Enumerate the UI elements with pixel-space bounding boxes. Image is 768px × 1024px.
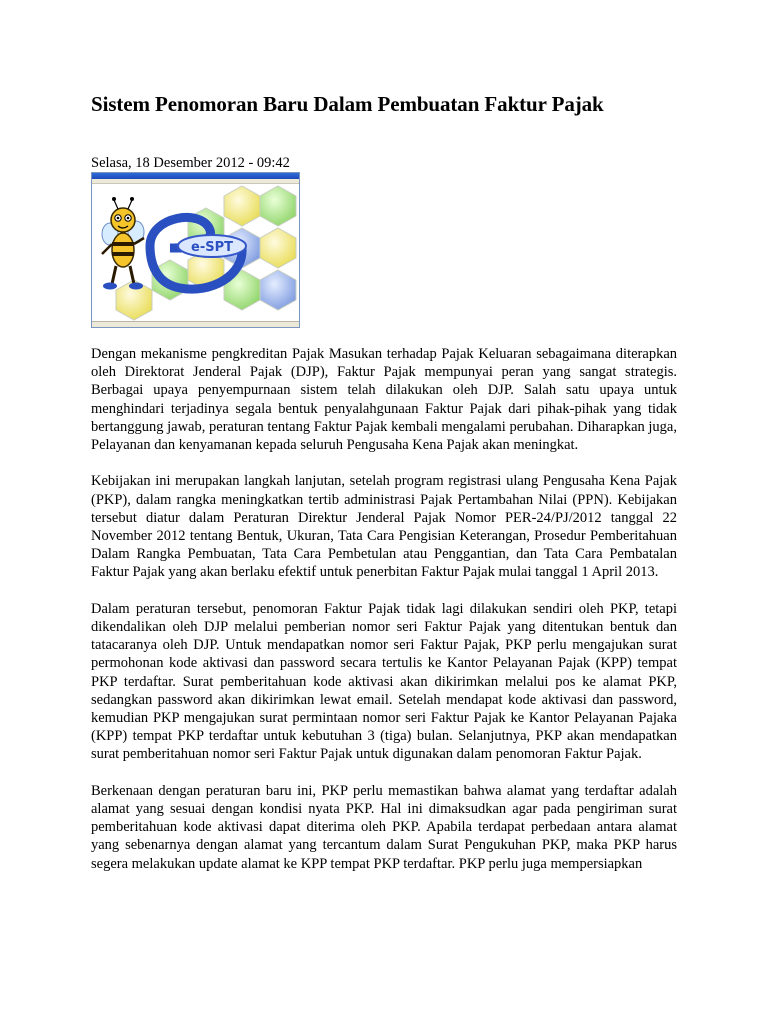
article-dateline: Selasa, 18 Desember 2012 - 09:42 [91,155,290,171]
article-body [91,345,677,891]
article-paragraph: Berkenaan dengan peraturan baru ini, PKP perlu memastikan bahwa alamat yang terdaftar adalah alamat yang sesuai dengan kondisi nyata PKP. Hal ini dimaksudkan agar pada pengiriman surat pemberitahuan kode aktivasi dapat diterima oleh PKP. Apabila terdapat perbedaan antara alamat yang sebenarnya dengan alamat yang tercantum dalam Surat Pengukuhan PKP, maka PKP harus segera melakukan update alamat ke KPP tempat PKP terdaftar. PKP perlu juga mempersiapkan [91,782,677,872]
espt-logo-text: e-SPT [191,240,233,255]
article-paragraph: Dalam peraturan tersebut, penomoran Faktur Pajak tidak lagi dilakukan sendiri oleh PKP, tetapi dikendalikan oleh DJP melalui pemberian nomor seri Faktur Pajak yang ditentukan bentuk dan tatacaranya oleh DJP. Untuk mendapatkan nomor seri Faktur Pajak, PKP perlu mengajukan surat permohonan kode aktivasi dan password secara tertulis ke Kantor Pelayanan Pajak (KPP) tempat PKP terdaftar. Surat pemberitahuan kode aktivasi akan dikirimkan melalui pos ke alamat PKP, sedangkan password akan dikirimkan lewat email. Setelah mendapat kode aktivasi dan password, kemudian PKP mengajukan surat permintaan nomor seri Faktur Pajak ke Kantor Pelayanan Pajaka (KPP) tempat PKP terdaftar untuk kebutuhan 3 (tiga) bulan. Selanjutnya, PKP akan mendapatkan surat pemberitahuan nomor seri Faktur Pajak untuk digunakan dalam penomoran Faktur Pajak. [91,600,677,763]
window-statusbar [92,321,299,327]
article-paragraph: Kebijakan ini merupakan langkah lanjutan, setelah program registrasi ulang Pengusaha Kena Pajak (PKP), dalam rangka meningkatkan tertib administrasi Pajak Pertambahan Nilai (PPN). Kebijakan tersebut diatur dalam Peraturan Direktur Jenderal Pajak Nomor PER-24/PJ/2012 tanggal 22 November 2012 tentang Bentuk, Ukuran, Tata Cara Pengisian Keterangan, Prosedur Pemberitahuan Dalam Rangka Pembuatan, Tata Cara Pembetulan atau Penggantian, dan Tata Cara Pembatalan Faktur Pajak yang akan berlaku efektif untuk penerbitan Faktur Pajak mulai tanggal 1 April 2013. [91,473,677,581]
article-title: Sistem Penomoran Baru Dalam Pembuatan Faktur Pajak [91,92,604,116]
article-paragraph: Dengan mekanisme pengkreditan Pajak Masukan terhadap Pajak Keluaran sebagaimana diterapkan oleh Direktorat Jenderal Pajak (DJP), Faktur Pajak mempunyai peran yang sangat strategis. Berbagai upaya penyempurnaan sistem telah dilakukan oleh DJP. Salah satu upaya untuk menghindari terjadinya segala bentuk penyalahgunaan Faktur Pajak dari pihak-pihak yang tidak bertanggung jawab, peraturan tentang Faktur Pajak kembali mengalami perubahan. Diharapkan juga, Pelayanan dan kenyamanan kepada seluruh Pengusaha Kena Pajak akan meningkat. [91,346,677,454]
bee-mascot-icon [102,197,144,290]
article-image-espt-window [91,172,300,328]
espt-splash-graphic [92,184,299,323]
window-workarea [92,184,299,323]
